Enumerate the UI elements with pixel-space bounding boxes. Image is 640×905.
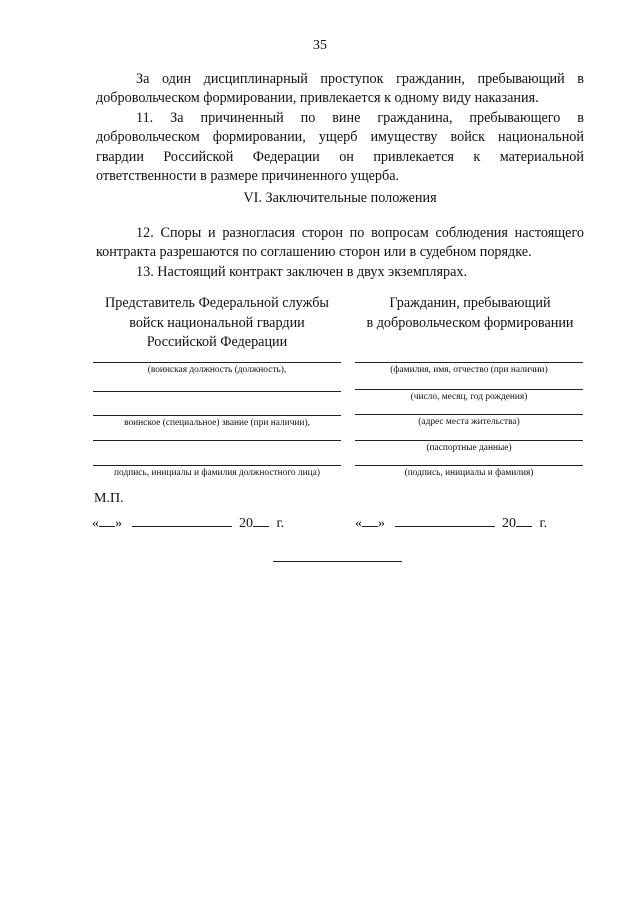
right-field-line[interactable] xyxy=(355,389,583,390)
month-blank[interactable] xyxy=(132,513,232,527)
right-field-line[interactable] xyxy=(355,362,583,363)
day-blank[interactable] xyxy=(362,513,378,527)
right-field-caption: (число, месяц, год рождения) xyxy=(410,392,528,402)
right-party-title xyxy=(355,294,585,333)
left-date-line: « » 20 г. xyxy=(92,513,284,532)
right-field-caption: (фамилия, имя, отчество (при наличии) xyxy=(390,365,548,375)
page-number: 35 xyxy=(313,38,327,53)
left-field-caption: воинское (специальное) звание (при наличии), xyxy=(124,418,310,428)
left-field-line[interactable] xyxy=(93,465,341,466)
section-heading: VI. Заключительные положения xyxy=(243,190,437,206)
day-blank[interactable] xyxy=(99,513,115,527)
left-party-title-line: войск национальной гвардии xyxy=(129,314,305,331)
stamp-label: М.П. xyxy=(94,491,124,506)
paragraph-12: 12. Споры и разногласия сторон по вопросам соблюдения настоящего контракта разрешаются по соглашению сторон или в судебном порядке. xyxy=(96,225,584,261)
left-field-caption: подпись, инициалы и фамилия должностного лица) xyxy=(114,468,320,478)
paragraph-13: 13. Настоящий контракт заключен в двух экземплярах. xyxy=(136,264,468,280)
right-field-caption: (адрес места жительства) xyxy=(418,417,520,427)
right-field-caption: (паспортные данные) xyxy=(426,443,512,453)
right-field-line[interactable] xyxy=(355,440,583,441)
year-blank[interactable] xyxy=(516,513,532,527)
paragraph-disciplinary: За один дисциплинарный проступок гражданин, пребывающий в добровольческом формировании, привлекается к одному виду наказания. xyxy=(96,71,584,107)
right-party-title-line: Гражданин, пребывающий xyxy=(389,295,551,311)
left-field-line[interactable] xyxy=(93,362,341,363)
month-blank[interactable] xyxy=(395,513,495,527)
left-party-title xyxy=(92,294,342,353)
right-field-line[interactable] xyxy=(355,465,583,466)
year-blank[interactable] xyxy=(253,513,269,527)
left-field-line[interactable] xyxy=(93,440,341,441)
left-field-line[interactable] xyxy=(93,415,341,416)
right-field-caption: (подпись, инициалы и фамилия) xyxy=(404,468,534,478)
left-field-line[interactable] xyxy=(93,391,341,392)
left-field-caption: (воинская должность (должность), xyxy=(147,365,287,375)
end-rule xyxy=(273,561,402,562)
left-party-title-line: Российской Федерации xyxy=(146,334,288,350)
right-party-title-line: в добровольческом формировании xyxy=(366,314,574,331)
right-date-line: « » 20 г. xyxy=(355,513,547,532)
right-field-line[interactable] xyxy=(355,414,583,415)
paragraph-11: 11. За причиненный по вине гражданина, пребывающего в добровольческом формировании, ущерб имуществу войск национальной гвардии Российской Федерации он привлекается к материальной ответственности в размере причиненного ущерба. xyxy=(96,110,584,185)
left-party-title-line: Представитель Федеральной службы xyxy=(105,295,329,311)
